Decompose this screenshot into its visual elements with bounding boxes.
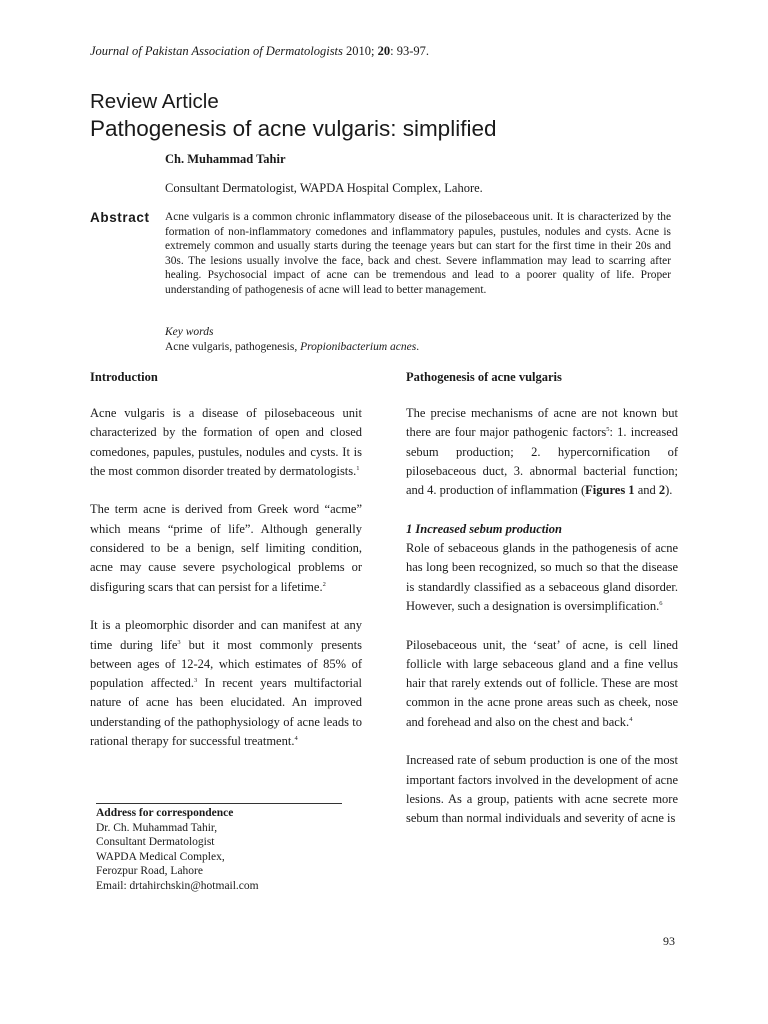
abstract-line: lead to better management. [363, 283, 487, 296]
text-line: any time during life [90, 618, 363, 652]
text-line: presents between ages of 12-24, which estimates [90, 637, 362, 671]
correspondence-email: Email: drtahirchskin@hotmail.com [96, 879, 259, 892]
page-number: 93 [663, 934, 675, 948]
sebum-paragraph-1 [406, 539, 678, 616]
reference-marker: 4 [629, 715, 633, 723]
text-line: Acne vulgaris is a disease of pilosebaceous unit [90, 406, 362, 420]
keywords-list: Acne vulgaris, pathogenesis, [165, 341, 301, 353]
correspondence-line: Consultant Dermatologist [96, 836, 215, 849]
reference-marker: 5 [606, 426, 610, 434]
reference-marker: 1 [356, 464, 360, 472]
text-line: problems or disfiguring scars that can persist for [90, 560, 362, 594]
pathogenesis-heading: Pathogenesis of acne vulgaris [406, 370, 562, 384]
journal-pages: : 93-97. [390, 44, 430, 58]
text-line: pathophysiology of acne leads to rational [90, 714, 363, 749]
text-line: “acme” which means “prime of life”. Although [90, 502, 363, 536]
correspondence-block [96, 806, 259, 894]
intro-paragraph-3 [90, 616, 362, 751]
keywords-text [165, 341, 419, 353]
article-type: Review Article [90, 90, 219, 113]
keywords-italic: Propionibacterium acnes [300, 341, 417, 353]
text-line: : 1. [609, 425, 627, 440]
abstract-line: pustules, nodules and cysts. Acne is extremely common and usually starts during the teenage years [165, 225, 671, 253]
text-line: These are most common in the acne prone areas [406, 676, 678, 710]
article-title: Pathogenesis of acne vulgaris: simplified [90, 116, 497, 141]
text-line: a lifetime. [271, 579, 323, 594]
correspondence-heading: Address for correspondence [96, 807, 234, 819]
intro-paragraph-1 [90, 404, 362, 481]
subheading-sebum: 1 Increased sebum production [406, 521, 562, 536]
abstract-line: chest. Severe inflammation may lead to scarring after healing. Psychosocial impact of acne can be [165, 254, 671, 282]
journal-citation [90, 44, 429, 59]
text-line: Increased rate of sebum production is one of the [406, 753, 651, 768]
abstract-body [165, 210, 671, 298]
text-line: lined follicle with large sebaceous gland and a [406, 637, 678, 671]
keywords-label: Key words [165, 326, 214, 338]
abstract-line: but can start for the first time in their 20s and 30s. The lesions usually involve the face, back and [165, 240, 671, 267]
author-name: Ch. Muhammad Tahir [165, 152, 286, 166]
text-line: the disease is standardly classified as a [406, 560, 679, 594]
reference-marker: 3 [177, 638, 181, 646]
journal-volume: 20 [377, 44, 391, 58]
abstract-line: tremendous and lead to a poorer quality of life. Proper understanding of pathogenesis of acne will [165, 269, 671, 296]
author-affiliation: Consultant Dermatologist, WAPDA Hospital Complex, Lahore. [165, 181, 483, 195]
correspondence-line: Dr. Ch. Muhammad Tahir, [96, 821, 218, 834]
text-line: of inflammation ( [496, 483, 586, 498]
text-line: It is a pleomorphic disorder and can manifest at [90, 618, 340, 633]
text-line: of 85% of population affected. [90, 656, 362, 691]
text-line: closed comedones, papules, pustules, nodules [90, 425, 362, 459]
text-line: elucidated. An improved understanding of the [90, 695, 362, 729]
text-line: designation is oversimplification. [492, 598, 660, 613]
right-column [406, 370, 679, 829]
text-line: normal individuals and severity of acne is [466, 811, 676, 826]
reference-marker: 4 [294, 735, 298, 743]
text-line: abnormal bacterial function; and 4. production [406, 463, 678, 498]
correspondence-line: Ferozpur Road, Lahore [96, 865, 203, 878]
introduction-heading: Introduction [90, 370, 158, 384]
text-line: chest and back. [552, 714, 630, 729]
intro-paragraph-2 [90, 500, 362, 596]
left-column [90, 370, 363, 751]
abstract-line: Acne vulgaris is a common chronic inflammatory disease of the pilosebaceous unit. It is [165, 211, 575, 223]
journal-name: Journal of Pakistan Association of Dermatologists [90, 44, 343, 58]
abstract-line: characterized by the formation of non-inflammatory comedones and inflammatory papules, [165, 211, 672, 238]
text-line: fine vellus hair that rarely extends out of follicle. [406, 656, 679, 691]
text-line: acne has long been recognized, so much so that [406, 541, 679, 575]
text-line: increased sebum production; 2. [406, 425, 678, 459]
reference-marker: 6 [659, 599, 663, 607]
text-line: The precise mechanisms of acne are not known [406, 406, 657, 420]
reference-marker: 2 [322, 580, 326, 588]
text-line: patients with acne secrete more sebum than [406, 791, 679, 826]
text-line: In recent years [197, 676, 287, 691]
text-line: and [634, 483, 659, 498]
figure-reference: Figures 1 [585, 483, 635, 498]
text-line: condition, acne may cause severe psychological [90, 541, 363, 575]
text-line: characterized by the formation of open and [90, 425, 324, 440]
text-line: most important factors involved in the [406, 753, 679, 787]
text-line: ). [665, 483, 673, 498]
journal-year: 2010; [342, 44, 378, 58]
text-line: Role of sebaceous glands in the pathogenesis of [406, 541, 652, 556]
pathogenesis-paragraph-1 [406, 404, 678, 500]
text-line: The term acne is derived from Greek word [90, 502, 320, 517]
text-line: hypercornification of pilosebaceous duct, 3. [406, 444, 678, 478]
text-line: multifactorial nature of acne has been [90, 676, 362, 710]
text-line: and cysts. It is the most common disorder treated [90, 444, 362, 478]
text-line: but there are four major pathogenic factors [406, 406, 679, 440]
correspondence-line: WAPDA Medical Complex, [96, 850, 225, 863]
correspondence-divider [96, 803, 342, 804]
figure-reference: 2 [658, 483, 666, 498]
keywords-end: . [416, 341, 420, 353]
text-line: therapy for successful treatment. [131, 734, 295, 749]
text-line: sebaceous gland disorder. However, such a [406, 579, 678, 613]
text-line: generally considered to be a benign, self limiting [90, 521, 362, 556]
text-line: such as cheek, nose and forehead and also on the [406, 695, 679, 729]
sebum-paragraph-2 [406, 636, 678, 732]
sebum-paragraph-3 [406, 751, 678, 828]
text-line: by dermatologists. [263, 463, 357, 478]
reference-marker: 3 [193, 677, 198, 685]
text-line: Pilosebaceous unit, the ‘seat’ of acne, is cell [406, 637, 647, 652]
text-line: development of acne lesions. As a group, [406, 772, 678, 806]
text-line: but it most commonly [180, 637, 314, 652]
abstract-label: Abstract [90, 210, 150, 225]
